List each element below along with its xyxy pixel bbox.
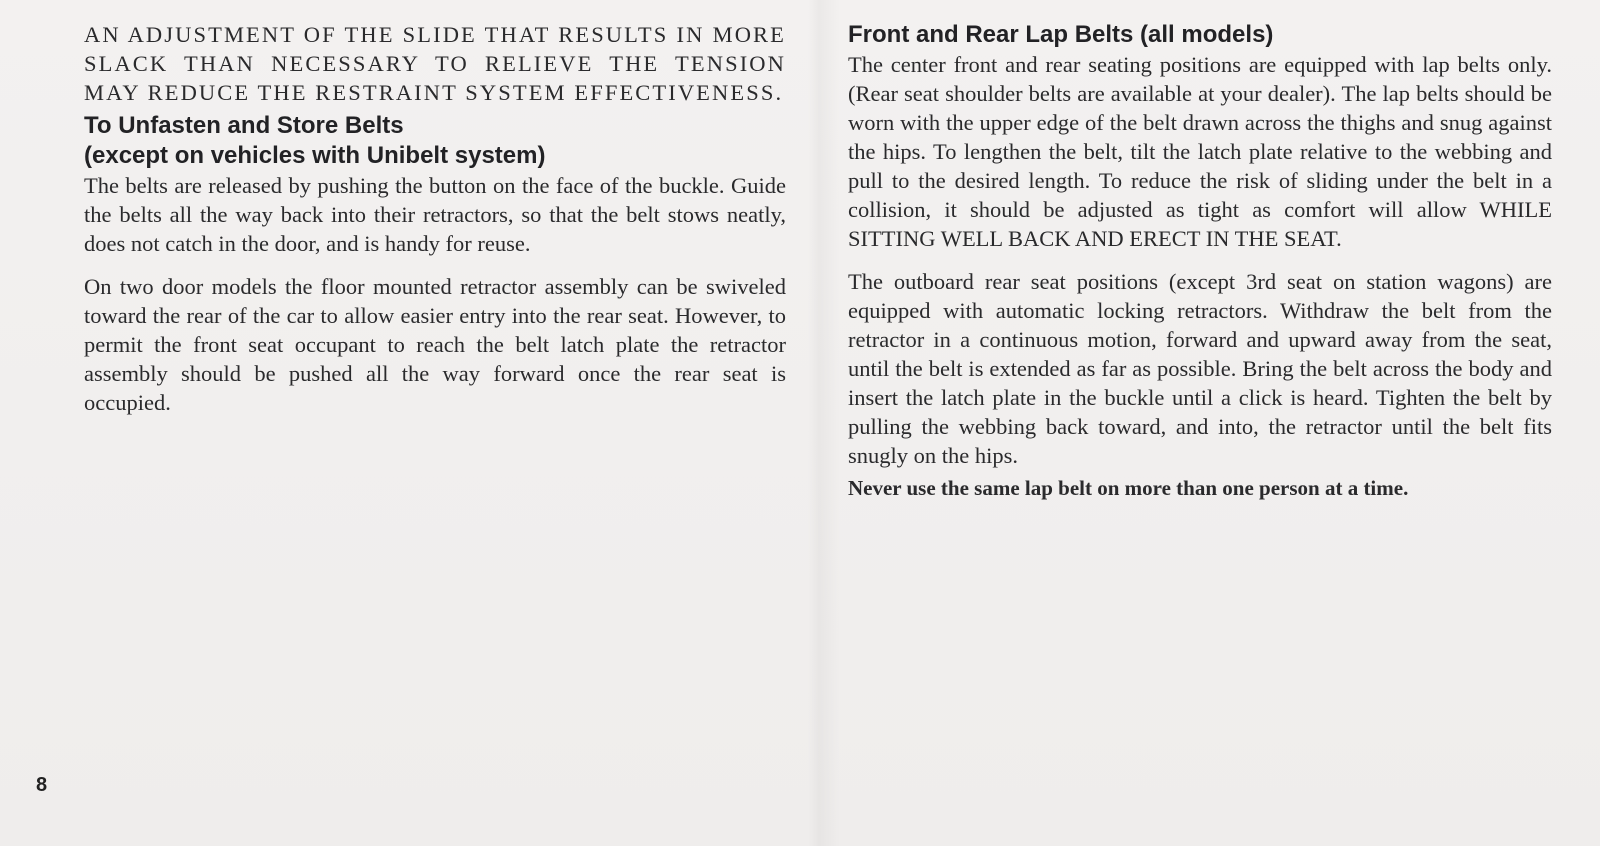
outboard-paragraph: The outboard rear seat positions (except 3rd seat on station wagons) are equipped with automatic locking retractors. Withdraw the belt from the retractor in a continuous motion, forward and upward away from the seat, until the belt is extended as far as possible. Bring the belt across the body and insert the latch plate in the buckle until a click is heard. Tighten the belt by pulling the webbing back toward, and into, the retractor until the belt fits snugly on the hips. [848, 269, 1552, 468]
unfasten-heading-line2: (except on vehicles with Unibelt system) [84, 142, 546, 169]
left-column [84, 20, 786, 417]
page-number: 8 [36, 774, 48, 796]
unfasten-paragraph: The belts are released by pushing the button on the face of the buckle. Guide the belts all the way back into their retractors, so that the belt stows neatly, does not catch in the door, and is handy for reuse. [84, 173, 786, 256]
right-column [848, 20, 1552, 503]
lap-belt-warning: Never use the same lap belt on more than one person at a time. [848, 476, 1409, 500]
lap-belts-heading: Front and Rear Lap Belts (all models) [848, 21, 1274, 48]
unfasten-heading-line1: To Unfasten and Store Belts [84, 112, 404, 139]
slack-warning: AN ADJUSTMENT OF THE SLIDE THAT RESULTS IN MORE SLACK THAN NECESSARY TO RELIEVE THE TENSION MAY REDUCE THE RESTRAINT SYSTEM EFFECTIVENESS. [84, 22, 786, 105]
two-door-paragraph: On two door models the floor mounted retractor assembly can be swiveled toward the rear of the car to allow easier entry into the rear seat. However, to permit the front seat occupant to reach the belt latch plate the retractor assembly should be pushed all the way forward once the rear seat is occupied. [84, 274, 786, 415]
lap-belts-paragraph: The center front and rear seating positions are equipped with lap belts only. (Rear seat shoulder belts are available at your dealer). The lap belts should be worn with the upper edge of the belt drawn across the thighs and snug against the hips. To lengthen the belt, tilt the latch plate relative to the webbing and pull to the desired length. To reduce the risk of sliding under the belt in a collision, it should be adjusted as tight as comfort will allow WHILE SITTING WELL BACK AND ERECT IN THE SEAT. [848, 52, 1552, 251]
